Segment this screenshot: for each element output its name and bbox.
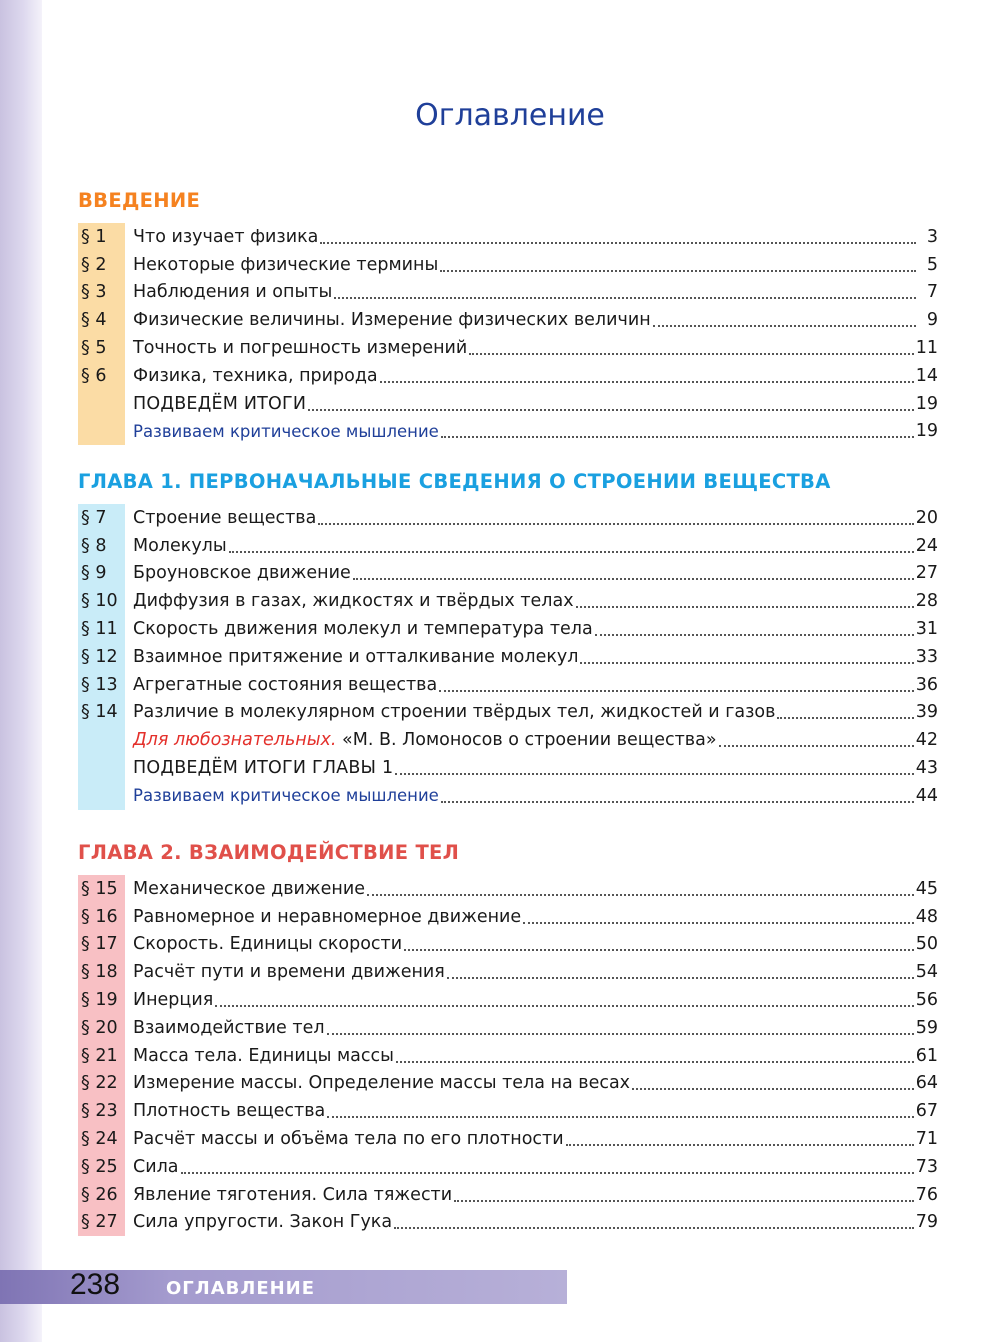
page-number: 76	[915, 1184, 938, 1205]
section-number: § 4	[81, 310, 107, 331]
page-number: 59	[915, 1017, 938, 1038]
section-chapter-1	[78, 472, 938, 810]
toc-entries	[78, 504, 938, 810]
page-number: 45	[915, 878, 938, 899]
toc-entry[interactable]	[78, 875, 938, 903]
section-number: § 14	[81, 702, 118, 723]
toc-entry[interactable]	[78, 1181, 938, 1209]
entry-title: Явление тяготения. Сила тяжести	[133, 1184, 453, 1205]
entry-title: Точность и погрешность измерений	[133, 338, 468, 359]
page-number: 5	[926, 254, 938, 275]
dot-leader	[580, 662, 913, 664]
dot-leader	[523, 922, 914, 924]
toc-entries	[78, 875, 938, 1236]
dot-leader	[576, 606, 914, 608]
page-number: 42	[915, 730, 938, 751]
entry-title: Инерция	[133, 990, 214, 1011]
entry-title: Развиваем критическое мышление	[133, 786, 439, 806]
dot-leader	[380, 381, 914, 383]
entry-title: Расчёт пути и времени движения	[133, 962, 445, 983]
section-number: § 1	[81, 226, 107, 247]
toc-entry[interactable]	[78, 1014, 938, 1042]
dot-leader	[353, 578, 914, 580]
page-number: 19	[915, 393, 938, 414]
entry-title: Что изучает физика	[133, 226, 319, 247]
section-number: § 8	[81, 535, 107, 556]
section-number: § 17	[81, 934, 118, 955]
dot-leader	[229, 551, 914, 553]
toc-entry[interactable]	[78, 390, 938, 418]
page-number: 31	[915, 619, 938, 640]
page-number: 64	[915, 1073, 938, 1094]
page-number: 20	[915, 507, 938, 528]
dot-leader	[308, 409, 914, 411]
toc-entry[interactable]	[78, 699, 938, 727]
dot-leader	[653, 325, 916, 327]
dot-leader	[454, 1200, 914, 1202]
toc-entry[interactable]	[78, 615, 938, 643]
page-number: 9	[926, 310, 938, 331]
entry-prefix: Для любознательных.	[133, 730, 337, 751]
page-number: 27	[915, 563, 938, 584]
section-number: § 22	[81, 1073, 118, 1094]
section-chapter-2	[78, 843, 938, 1236]
dot-leader	[632, 1088, 914, 1090]
entry-title: Механическое движение	[133, 878, 365, 899]
page-number: 19	[915, 421, 938, 442]
section-number: § 15	[81, 878, 118, 899]
section-number: § 7	[81, 507, 107, 528]
section-heading: ГЛАВА 2. ВЗАИМОДЕЙСТВИЕ ТЕЛ	[78, 841, 460, 864]
entry-title: ПОДВЕДЁМ ИТОГИ	[133, 393, 307, 414]
dot-leader	[447, 977, 914, 979]
section-heading: ГЛАВА 1. ПЕРВОНАЧАЛЬНЫЕ СВЕДЕНИЯ О СТРОЕНИИ ВЕЩЕСТВА	[78, 470, 831, 493]
page-number: 61	[915, 1045, 938, 1066]
dot-leader	[327, 1116, 913, 1118]
entry-title: Физика, техника, природа	[133, 365, 378, 386]
toc-entry[interactable]	[78, 587, 938, 615]
toc-entry[interactable]	[78, 931, 938, 959]
page-number: 33	[915, 646, 938, 667]
page-number: 11	[915, 338, 938, 359]
entry-title-text: «М. В. Ломоносов о строении вещества»	[336, 730, 717, 751]
entry-title: Наблюдения и опыты	[133, 282, 333, 303]
toc-entry[interactable]	[78, 643, 938, 671]
entry-title: Различие в молекулярном строении твёрдых тел, жидкостей и газов	[133, 702, 776, 723]
toc-entry[interactable]	[78, 782, 938, 810]
toc-entry[interactable]	[78, 1125, 938, 1153]
toc-entry[interactable]	[78, 1097, 938, 1125]
entry-title: Броуновское движение	[133, 563, 351, 584]
section-number: § 5	[81, 338, 107, 359]
entry-title: Взаимное притяжение и отталкивание молекул	[133, 646, 579, 667]
toc-entry[interactable]	[78, 504, 938, 532]
page-number: 54	[915, 962, 938, 983]
toc-entry[interactable]	[78, 671, 938, 699]
dot-leader	[396, 1061, 914, 1063]
toc-entry[interactable]	[78, 1153, 938, 1181]
section-number: § 13	[81, 674, 118, 695]
dot-leader	[441, 436, 914, 438]
dot-leader	[719, 745, 914, 747]
entry-title: Масса тела. Единицы массы	[133, 1045, 394, 1066]
entry-title: Скорость. Единицы скорости	[133, 934, 403, 955]
entry-title	[133, 730, 717, 750]
section-number: § 26	[81, 1184, 118, 1205]
toc-entry[interactable]	[78, 726, 938, 754]
entry-title: Молекулы	[133, 535, 227, 556]
dot-leader	[395, 773, 913, 775]
page-number: 43	[915, 758, 938, 779]
page-number: 48	[915, 906, 938, 927]
page-number: 3	[926, 226, 938, 247]
dot-leader	[181, 1172, 914, 1174]
entry-title: Сила	[133, 1156, 179, 1177]
entry-title: Агрегатные состояния вещества	[133, 674, 438, 695]
entry-title: Некоторые физические термины	[133, 254, 439, 275]
page-number: 44	[915, 785, 938, 806]
entry-title: Диффузия в газах, жидкостях и твёрдых телах	[133, 591, 574, 612]
dot-leader	[320, 242, 916, 244]
entry-title: ПОДВЕДЁМ ИТОГИ ГЛАВЫ 1	[133, 758, 394, 779]
toc-entry[interactable]	[78, 279, 938, 307]
entry-title: Измерение массы. Определение массы тела на весах	[133, 1073, 631, 1094]
entry-title: Плотность вещества	[133, 1101, 326, 1122]
entry-title: Равномерное и неравномерное движение	[133, 906, 522, 927]
dot-leader	[441, 801, 914, 803]
dot-leader	[440, 270, 916, 272]
toc-entry[interactable]	[78, 306, 938, 334]
entry-title: Скорость движения молекул и температура тела	[133, 619, 593, 640]
page-number: 7	[926, 282, 938, 303]
section-number: § 3	[81, 282, 107, 303]
section-number: § 11	[81, 619, 118, 640]
toc-entry[interactable]	[78, 1042, 938, 1070]
section-number: § 19	[81, 990, 118, 1011]
section-heading: ВВЕДЕНИЕ	[78, 189, 201, 212]
dot-leader	[404, 949, 914, 951]
section-number: § 16	[81, 906, 118, 927]
entry-title: Физические величины. Измерение физических величин	[133, 310, 651, 331]
section-number: § 9	[81, 563, 107, 584]
dot-leader	[595, 634, 914, 636]
entry-title: Сила упругости. Закон Гука	[133, 1212, 393, 1233]
section-number: § 21	[81, 1045, 118, 1066]
toc-entry[interactable]	[78, 1070, 938, 1098]
page-number: 14	[915, 365, 938, 386]
toc-entry[interactable]	[78, 986, 938, 1014]
page-number: 24	[915, 535, 938, 556]
section-number: § 25	[81, 1156, 118, 1177]
entry-title: Строение вещества	[133, 507, 317, 528]
toc-entry[interactable]	[78, 418, 938, 446]
page-number: 36	[915, 674, 938, 695]
page-number: 50	[915, 934, 938, 955]
entry-title: Взаимодействие тел	[133, 1017, 325, 1038]
toc-entry[interactable]	[78, 958, 938, 986]
page-number: 71	[915, 1129, 938, 1150]
dot-leader	[439, 690, 914, 692]
left-decorative-band	[0, 0, 42, 1342]
toc-entry[interactable]	[78, 1209, 938, 1237]
section-number: § 18	[81, 962, 118, 983]
entry-title: Развиваем критическое мышление	[133, 421, 439, 441]
dot-leader	[469, 353, 913, 355]
dot-leader	[394, 1227, 914, 1229]
section-number: § 2	[81, 254, 107, 275]
section-number: § 10	[81, 591, 118, 612]
section-number: § 27	[81, 1212, 118, 1233]
page-number: 28	[915, 591, 938, 612]
dot-leader	[777, 717, 913, 719]
toc-entry[interactable]	[78, 532, 938, 560]
section-introduction	[78, 191, 938, 445]
footer-label: ОГЛАВЛЕНИЕ	[166, 1278, 316, 1299]
footer-page-number: 238	[70, 1268, 121, 1301]
toc-entries	[78, 223, 938, 445]
toc-entry[interactable]	[78, 754, 938, 782]
page-number: 73	[915, 1156, 938, 1177]
toc-entry[interactable]	[78, 251, 938, 279]
page-number: 39	[915, 702, 938, 723]
page-number: 56	[915, 990, 938, 1011]
section-number: § 12	[81, 646, 118, 667]
section-number: § 23	[81, 1101, 118, 1122]
toc-entry[interactable]	[78, 334, 938, 362]
dot-leader	[318, 523, 913, 525]
dot-leader	[334, 297, 916, 299]
entry-title: Расчёт массы и объёма тела по его плотности	[133, 1129, 564, 1150]
page-title: Оглавление	[415, 98, 605, 134]
dot-leader	[566, 1144, 914, 1146]
page-number: 79	[915, 1212, 938, 1233]
toc-entry[interactable]	[78, 903, 938, 931]
dot-leader	[367, 894, 914, 896]
section-number: § 20	[81, 1017, 118, 1038]
dot-leader	[215, 1005, 913, 1007]
section-number: § 6	[81, 365, 107, 386]
page-number: 67	[915, 1101, 938, 1122]
dot-leader	[327, 1033, 914, 1035]
toc-entry[interactable]	[78, 362, 938, 390]
toc-entry[interactable]	[78, 560, 938, 588]
section-number: § 24	[81, 1129, 118, 1150]
toc-entry[interactable]	[78, 223, 938, 251]
